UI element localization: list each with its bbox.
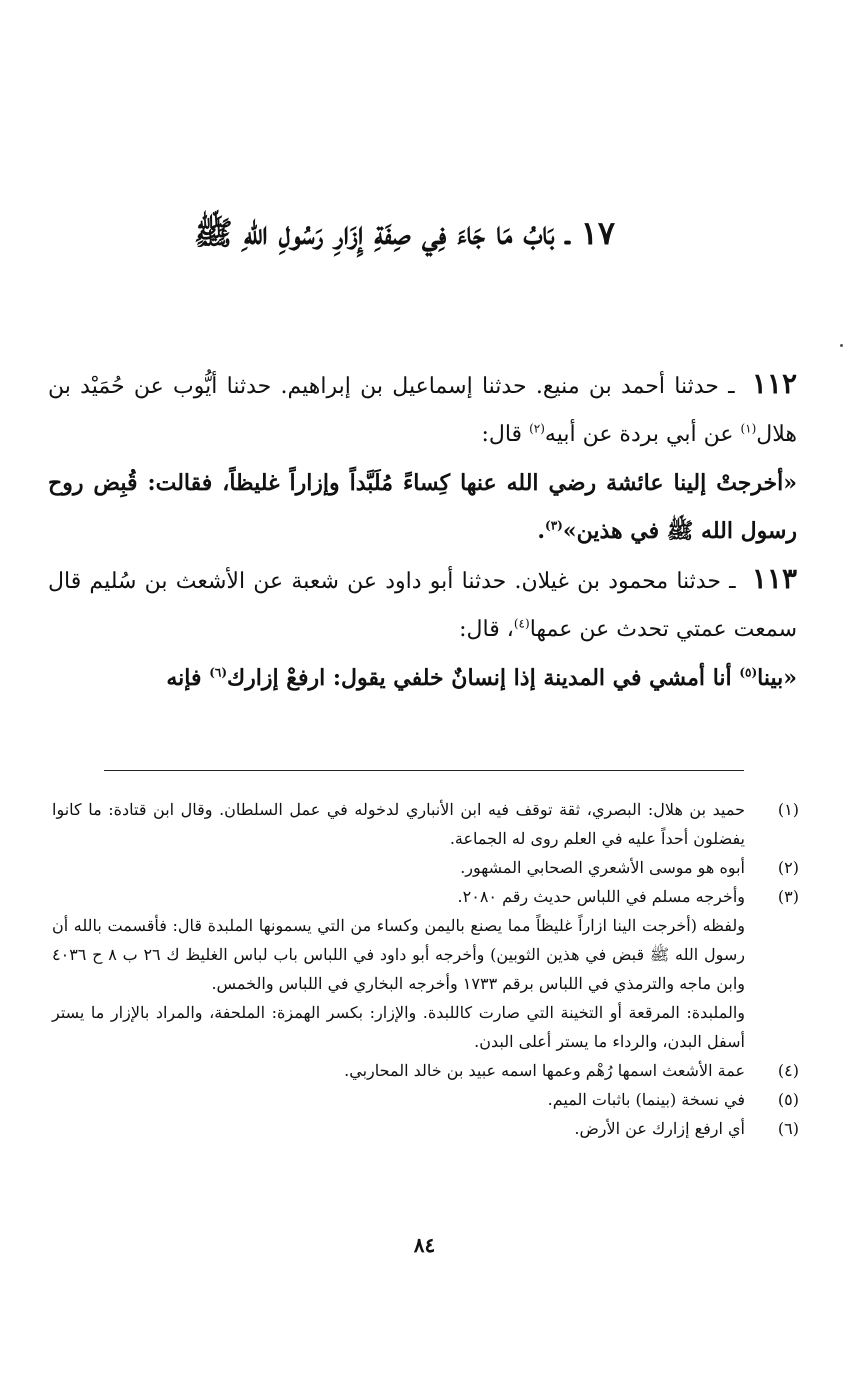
footnote-number: (٤) xyxy=(777,1061,799,1080)
hadith-text: عن أبي بردة عن أبيه xyxy=(544,422,734,447)
footnote-ref: (٦) xyxy=(209,665,228,680)
hadith-text: ـ حدثنا محمود بن غيلان. حدثنا أبو داود عن شعبة عن الأشعث بن سُليم قال سمعت عمتي تحدث عن عمها xyxy=(48,569,797,642)
main-text xyxy=(48,360,797,702)
footnote-text: عمة الأشعث اسمها رُهْم وعمها اسمه عبيد بن خالد المحاربي. xyxy=(344,1061,745,1080)
scan-speck xyxy=(840,344,843,347)
hadith-number: ١١٢ xyxy=(751,367,797,400)
footnote-item xyxy=(52,1085,799,1114)
hadith-text: ـ حدثنا أحمد بن منيع. حدثنا إسماعيل بن إبراهيم. حدثنا أيُّوب عن حُمَيْد بن هلال xyxy=(48,374,797,447)
footnote-item xyxy=(52,1114,799,1143)
hadith-113-quote xyxy=(48,654,797,702)
footnote-text: وأخرجه مسلم في اللباس حديث رقم ٢٠٨٠. xyxy=(457,887,745,906)
footnote-item xyxy=(52,853,799,882)
footnote-number: (٦) xyxy=(777,1119,799,1138)
footnote-item xyxy=(52,1056,799,1085)
footnote-continuation: ولفظه (أخرجت الينا ازاراً غليظاً مما يصنع باليمن وكساء من التي يسمونها الملبدة قال: فأقسمت بالله أن رسول الله ﷺ قبض في هذين الثوبين) وأخرجه أبو داود في اللباس باب لباس الغليظ ك ٢٦ ب ٨ ح ٤٠٣٦ وابن ماجه والترمذي في اللباس برقم ١٧٣٣ وأخرجه البخاري في اللباس والخمس. xyxy=(52,916,746,993)
footnote-ref: (١) xyxy=(740,421,757,436)
footnote-item xyxy=(52,882,799,911)
footnote-ref: (٣) xyxy=(545,518,563,533)
hadith-113 xyxy=(48,555,797,654)
footnote-number: (١) xyxy=(777,800,799,819)
footnote-text: في نسخة (بينما) باثبات الميم. xyxy=(547,1090,745,1109)
page-number: ٨٤ xyxy=(413,1233,436,1257)
quote-text: «بينا xyxy=(757,665,797,691)
footnote-item xyxy=(52,795,799,853)
quote-text: أنا أمشي في المدينة إذا إنسانٌ خلفي يقول: ارفعْ إزارك xyxy=(227,665,732,691)
hadith-text: قال: xyxy=(481,422,523,447)
quote-text: «أخرجتْ إلينا عائشة رضي الله عنها كِساءً مُلَبَّداً وإزاراً غليظاً، فقالت: قُبِض روح رسول الله ﷺ في هذين» xyxy=(48,470,797,544)
quote-text: فإنه xyxy=(166,665,202,691)
hadith-number: ١١٣ xyxy=(751,562,797,595)
hadith-text: ، قال: xyxy=(459,617,514,642)
footnote-ref: (٤) xyxy=(513,616,530,631)
hadith-112 xyxy=(48,360,797,459)
footnote-text: أبوه هو موسى الأشعري الصحابي المشهور. xyxy=(460,858,745,877)
footnote-number: (٣) xyxy=(777,887,799,906)
hadith-112-quote: «أخرجتْ إلينا عائشة رضي الله عنها كِساءً مُلَبَّداً وإزاراً غليظاً، فقالت: قُبِض روح رسول الله ﷺ في هذين»$^{(٣)}$. xyxy=(48,470,797,544)
chapter-title: ١٧ ـ بَابُ مَا جَاءَ فِي صِفَةِ إِزَارِ رَسُولِ اللهِ ﷺ xyxy=(193,214,616,252)
footnote-ref: (٢) xyxy=(529,421,545,436)
footnote-number: (٢) xyxy=(777,858,799,877)
footnote-separator xyxy=(104,770,744,771)
footnote-ref: (٥) xyxy=(739,665,758,680)
footnote-text: حميد بن هلال: البصري، ثقة توقف فيه ابن الأنباري لدخوله في عمل السلطان. وقال ابن قتادة: ما كانوا يفضلون أحداً عليه في العلم روى له الجماعة. xyxy=(52,800,745,848)
footnote-number: (٥) xyxy=(777,1090,799,1109)
footnotes xyxy=(52,795,799,1143)
footnote-text: أي ارفع إزارك عن الأرض. xyxy=(574,1119,745,1138)
footnote-continuation: والملبدة: المرقعة أو التخينة التي صارت كاللبدة. والإزار: بكسر الهمزة: الملحفة، والمراد بالإزار ما يستر أسفل البدن، والرداء ما يستر أعلى البدن. xyxy=(52,1003,745,1051)
